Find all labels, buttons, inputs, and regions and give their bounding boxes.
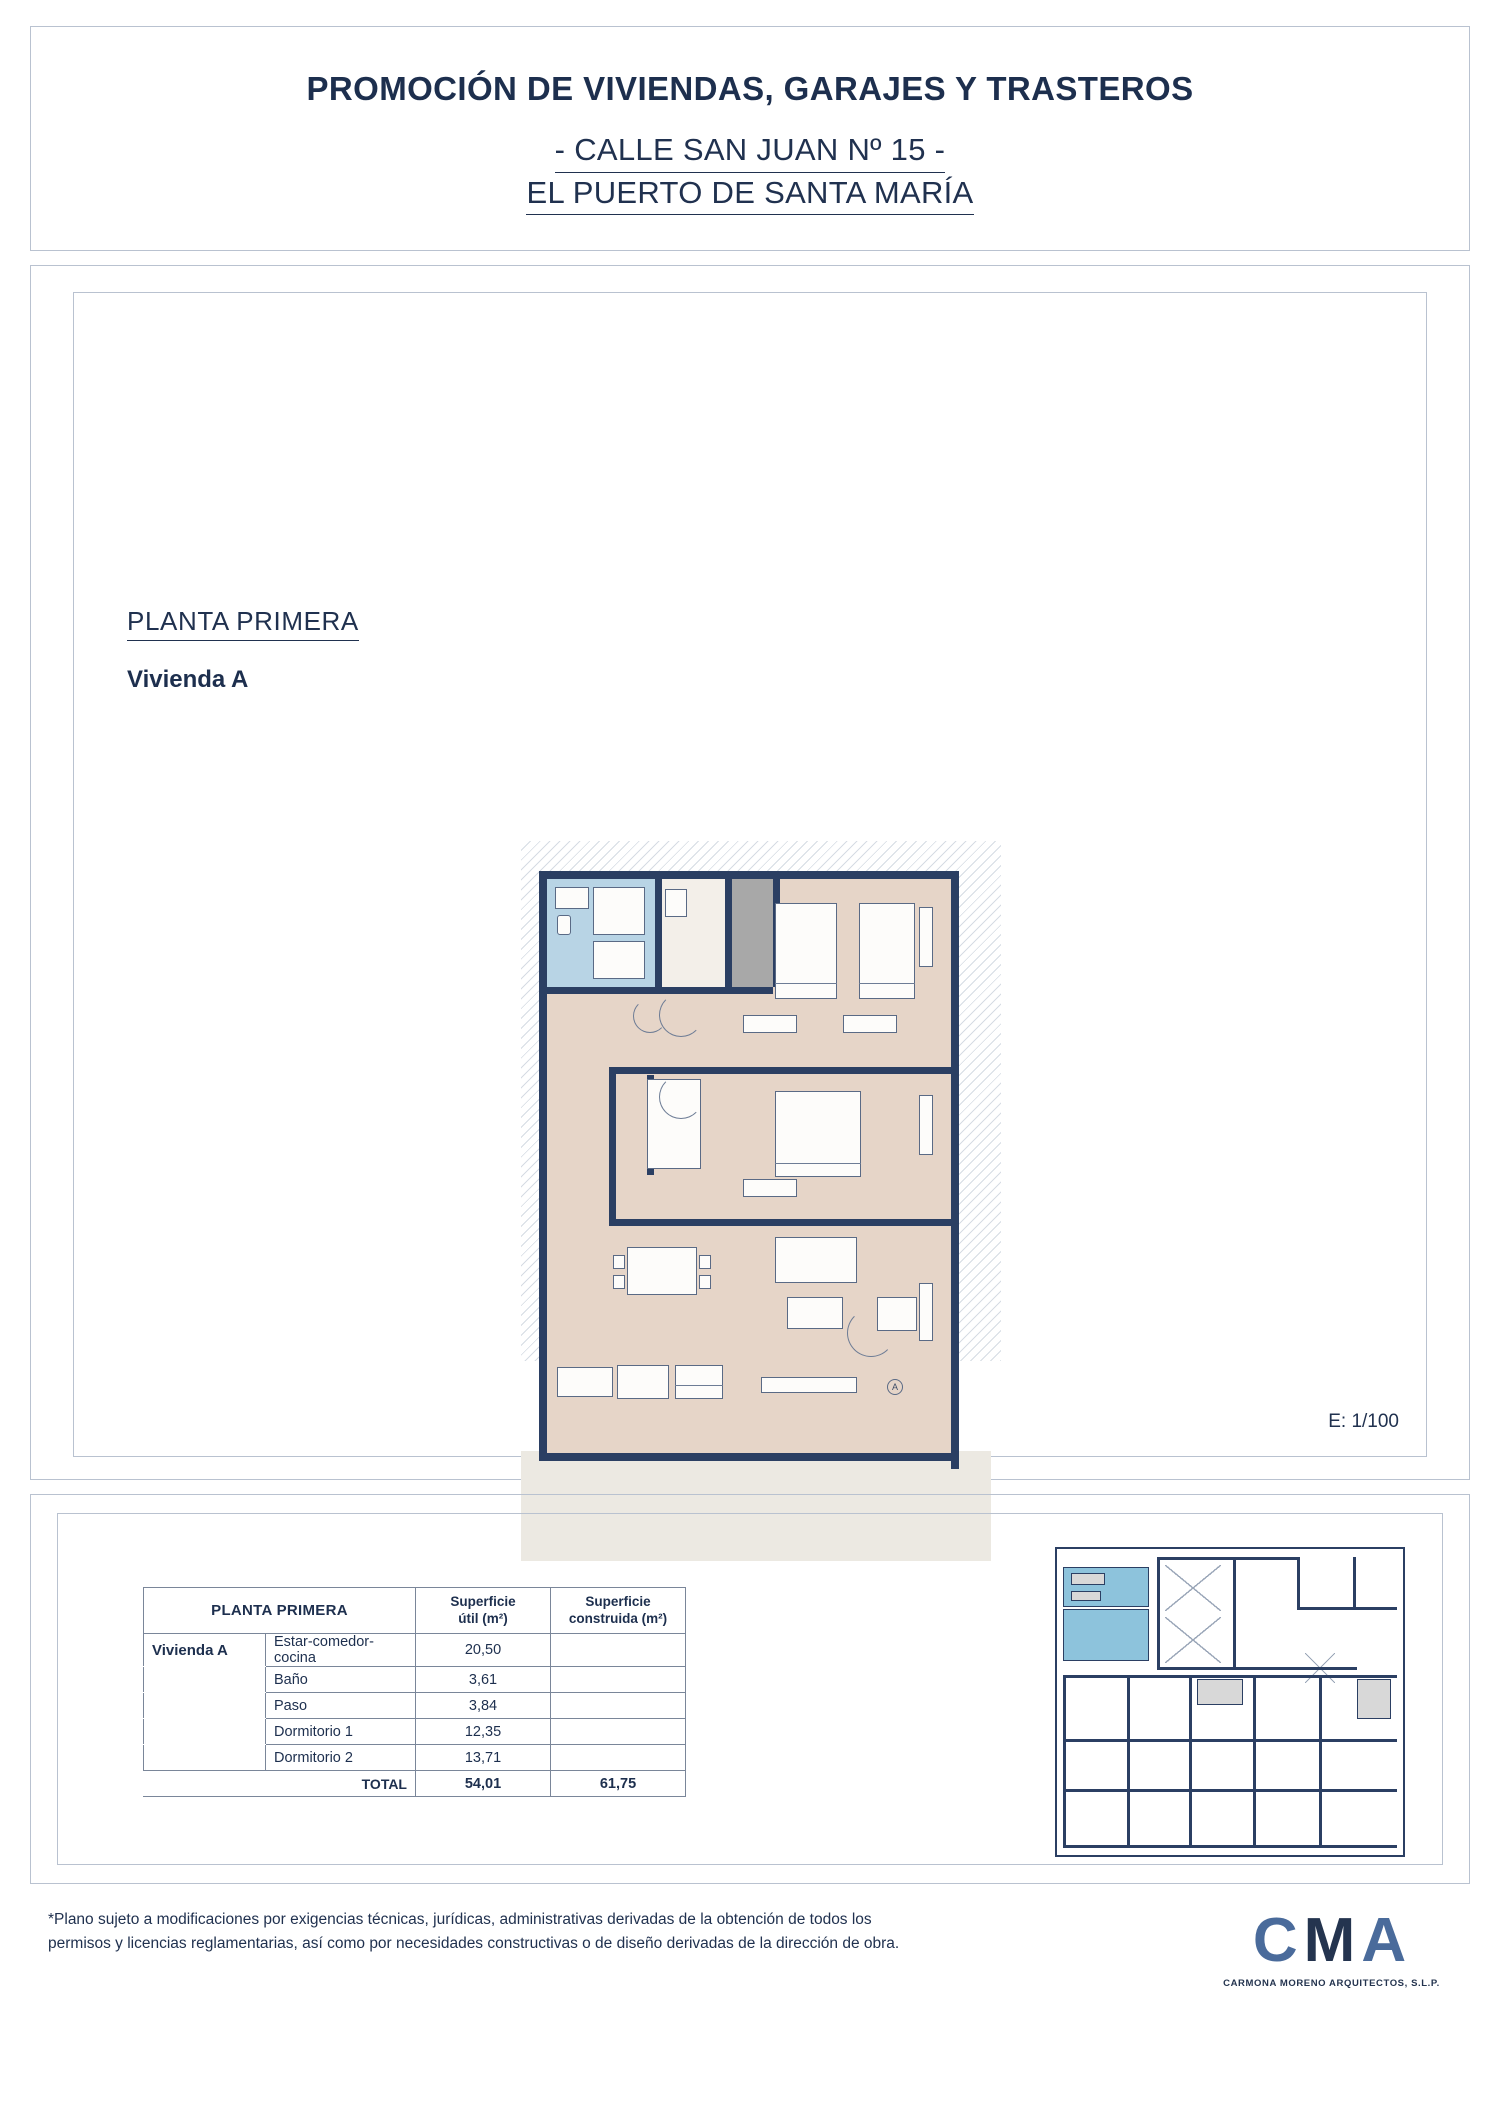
wall-corridor-left	[609, 1067, 616, 1219]
page-title: PROMOCIÓN DE VIVIENDAS, GARAJES Y TRASTEROS	[306, 69, 1194, 107]
key-plan-unit-detail-2	[1071, 1591, 1101, 1601]
logo-caption: CARMONA MORENO ARQUITECTOS, S.L.P.	[1223, 1978, 1440, 1989]
door-bedroom1	[659, 1075, 703, 1119]
unit-name-cell-spacer	[144, 1745, 266, 1771]
sink-fixture	[555, 887, 589, 909]
wardrobe-3	[743, 1179, 797, 1197]
table-header-floor: PLANTA PRIMERA	[144, 1588, 416, 1634]
table-row	[144, 1719, 686, 1745]
table-row	[144, 1634, 686, 1667]
total-useful: 54,01	[416, 1771, 551, 1797]
bed-double-sheet-line	[775, 1163, 861, 1164]
bed-2-sheet-line	[859, 983, 915, 984]
bed-1-sheet-line	[775, 983, 837, 984]
key-plan-wall-12	[1253, 1675, 1256, 1847]
shower-fixture	[593, 887, 645, 935]
wall-facade-right	[951, 879, 959, 1469]
dining-table	[627, 1247, 697, 1295]
title-block	[30, 26, 1470, 251]
room-hall	[655, 879, 727, 987]
kitchen-sink	[557, 1367, 613, 1397]
table-row	[144, 1693, 686, 1719]
useful-area: 13,71	[416, 1745, 551, 1771]
wall-bedroom2-bottom	[609, 1219, 951, 1226]
chair-2	[613, 1275, 625, 1289]
unit-name-cell-spacer	[144, 1693, 266, 1719]
surface-table	[143, 1587, 686, 1797]
key-plan-stairs	[1197, 1679, 1243, 1705]
table-row	[144, 1745, 686, 1771]
surface-table-block	[30, 1494, 1470, 1884]
key-plan-wall-9	[1063, 1675, 1066, 1847]
wardrobe-1	[743, 1015, 797, 1033]
useful-area: 20,50	[416, 1634, 551, 1667]
key-plan-wall-5	[1297, 1557, 1300, 1607]
header-useful-line2: útil (m²)	[458, 1610, 508, 1626]
chair-3	[699, 1255, 711, 1269]
door-entrance	[847, 1309, 895, 1357]
table-header-built	[551, 1588, 686, 1634]
logo-letter-m: M	[1303, 1906, 1360, 1975]
coffee-table	[787, 1297, 843, 1329]
wall-bath-bottom	[547, 987, 727, 994]
built-area	[551, 1693, 686, 1719]
built-area	[551, 1719, 686, 1745]
wardrobe-2	[843, 1015, 897, 1033]
key-plan-courtyard-1	[1165, 1565, 1221, 1611]
tv-unit	[761, 1377, 857, 1393]
key-plan-courtyard-2	[1165, 1617, 1221, 1663]
header-useful-line1: Superficie	[450, 1593, 516, 1609]
key-plan-wall-10	[1127, 1675, 1130, 1847]
unit-name-cell-spacer	[144, 1667, 266, 1693]
unit-name-cell: Vivienda A	[144, 1634, 266, 1667]
room-name: Dormitorio 1	[266, 1719, 416, 1745]
cooktop	[675, 1365, 723, 1399]
key-plan-wall-3	[1157, 1667, 1357, 1670]
room-name: Baño	[266, 1667, 416, 1693]
room-name: Estar-comedor-cocina	[266, 1634, 416, 1667]
built-area	[551, 1667, 686, 1693]
table-header-row	[144, 1588, 686, 1634]
hall-closet	[665, 889, 687, 917]
chair-4	[699, 1275, 711, 1289]
window-bay-3	[919, 1283, 933, 1341]
toilet-fixture	[557, 915, 571, 935]
sofa	[775, 1237, 857, 1283]
key-plan-wall-14	[1063, 1739, 1397, 1742]
bed-1	[775, 903, 837, 999]
subtitle-line-1: - CALLE SAN JUAN Nº 15 -	[555, 130, 946, 173]
key-plan-unit-detail-1	[1071, 1573, 1105, 1585]
subtitle-line-2: EL PUERTO DE SANTA MARÍA	[526, 173, 973, 216]
key-plan-unit-a-lower	[1063, 1609, 1149, 1661]
window-bay-2	[919, 1095, 933, 1155]
room-bathroom	[547, 879, 655, 987]
key-plan-lift	[1357, 1679, 1391, 1719]
wall-hall-right	[725, 879, 732, 987]
useful-area: 3,84	[416, 1693, 551, 1719]
useful-area: 12,35	[416, 1719, 551, 1745]
logo-letter-c: C	[1252, 1906, 1302, 1975]
table-row	[144, 1667, 686, 1693]
kitchen-counter	[617, 1365, 669, 1399]
footer-note-line-1: *Plano sujeto a modificaciones por exigencias técnicas, jurídicas, administrativas derivadas de la obtención de todos los	[48, 1911, 872, 1928]
stair-shaft	[727, 879, 773, 987]
wall-bedroom1-bottom	[609, 1067, 951, 1074]
wall-stair-bottom	[727, 987, 773, 994]
header-built-line2: construida (m²)	[568, 1610, 668, 1626]
page-subtitle	[526, 130, 973, 215]
total-built: 61,75	[551, 1771, 686, 1797]
scale-label: E: 1/100	[1328, 1411, 1399, 1432]
table-total-row	[144, 1771, 686, 1797]
total-label: TOTAL	[144, 1771, 416, 1797]
company-logo	[1209, 1908, 1454, 1989]
room-name: Paso	[266, 1693, 416, 1719]
footer-note-line-2: permisos y licencias reglamentarias, así como por necesidades constructivas o de diseño derivadas de la dirección de obra.	[48, 1935, 900, 1953]
key-plan-wall-13	[1319, 1675, 1322, 1847]
key-plan-wall-1	[1157, 1557, 1160, 1667]
footer	[30, 1902, 1470, 1989]
key-plan-wall-16	[1063, 1845, 1397, 1848]
wall-bath-right	[655, 879, 662, 987]
key-plan	[1055, 1547, 1405, 1857]
window-bay-1	[919, 907, 933, 967]
door-hall	[633, 999, 667, 1033]
key-plan-wall-4	[1233, 1557, 1236, 1667]
built-area	[551, 1745, 686, 1771]
drawing-block	[30, 265, 1470, 1480]
key-plan-wall-8	[1063, 1675, 1397, 1678]
logo-letter-a: A	[1361, 1906, 1411, 1975]
logo-glyphs	[1209, 1906, 1454, 1975]
chair-1	[613, 1255, 625, 1269]
key-plan-wall-2	[1157, 1557, 1297, 1560]
floor-label: PLANTA PRIMERA	[127, 606, 359, 641]
bathtub-fixture	[593, 941, 645, 979]
apartment-outline	[539, 871, 959, 1461]
unit-plan-marker: A	[887, 1379, 903, 1395]
key-plan-wall-7	[1353, 1557, 1356, 1607]
unit-name-cell-spacer	[144, 1719, 266, 1745]
table-header-useful	[416, 1588, 551, 1634]
room-name: Dormitorio 2	[266, 1745, 416, 1771]
cooktop-line	[675, 1385, 723, 1386]
unit-label: Vivienda A	[127, 666, 249, 693]
key-plan-wall-15	[1063, 1789, 1397, 1792]
footer-note	[48, 1908, 899, 1956]
built-area	[551, 1634, 686, 1667]
bed-2	[859, 903, 915, 999]
key-plan-wall-11	[1189, 1675, 1192, 1847]
key-plan-wall-6	[1297, 1607, 1397, 1610]
floor-plan	[461, 821, 1021, 1581]
header-built-line1: Superficie	[585, 1593, 651, 1609]
useful-area: 3,61	[416, 1667, 551, 1693]
